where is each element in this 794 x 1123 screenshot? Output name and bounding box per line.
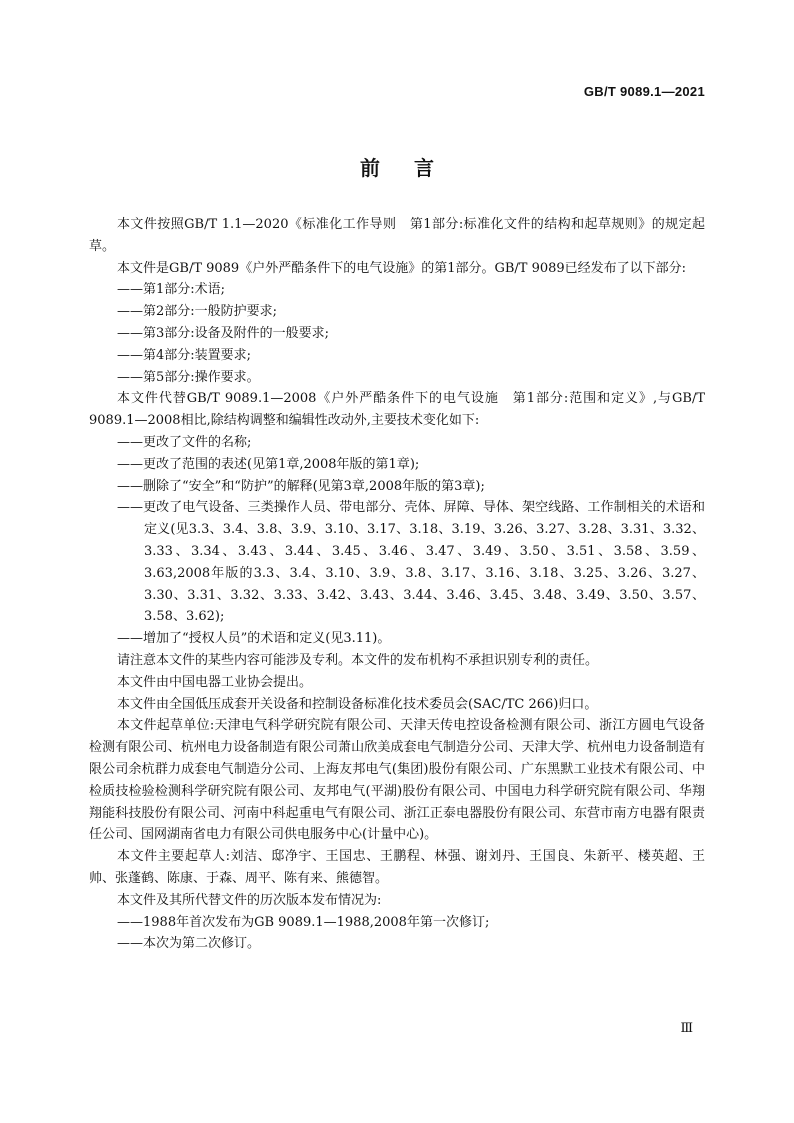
list-item-part: ——第3部分:设备及附件的一般要求;	[117, 325, 330, 341]
list-item-part: ——第2部分:一般防护要求;	[117, 304, 278, 320]
paragraph-patent-notice: 请注意本文件的某些内容可能涉及专利。本文件的发布机构不承担识别专利的责任。	[117, 652, 599, 668]
list-item-change: ——更改了范围的表述(见第1章,2008年版的第1章);	[117, 456, 420, 472]
list-item-history: ——本次为第二次修订。	[117, 936, 261, 952]
list-item-change: ——更改了电气设备、三类操作人员、带电部分、壳体、屏障、导体、架空线路、工作制相关的术语和定义(见3.3、3.4、3.8、3.9、3.10、3.17、3.18、3.19、3.26、3.27、3.28、3.31、3.32、3.33、3.34、3.43、3.44、3.45、3.46、3.47、3.49、3.50、3.51、3.58、3.59、3.63,2008年版的3.3、3.4、3.10、3.9、3.8、3.17、3.16、3.18、3.25、3.26、3.27、3.30、3.31、3.32、3.33、3.42、3.43、3.44、3.46、3.45、3.48、3.49、3.50、3.57、3.58、3.62);	[117, 500, 705, 625]
list-item-change: ——增加了“授权人员”的术语和定义(见3.11)。	[117, 631, 391, 647]
paragraph-drafting-rules: 本文件按照GB/T 1.1—2020《标准化工作导则 第1部分:标准化文件的结构和起草规则》的规定起草。	[89, 217, 705, 254]
list-item-change: ——删除了“安全”和“防护”的解释(见第3章,2008年版的第3章);	[117, 478, 485, 494]
paragraph-series-intro: 本文件是GB/T 9089《户外严酷条件下的电气设施》的第1部分。GB/T 9089已经发布了以下部分:	[117, 260, 687, 276]
paragraph-history-intro: 本文件及其所代替文件的历次版本发布情况为:	[117, 892, 382, 908]
paragraph-proposer: 本文件由中国电器工业协会提出。	[117, 674, 313, 690]
page-number: Ⅲ	[680, 1021, 693, 1036]
paragraph-committee: 本文件由全国低压成套开关设备和控制设备标准化技术委员会(SAC/TC 266)归口。	[117, 696, 598, 712]
list-item-change: ——更改了文件的名称;	[117, 434, 252, 450]
list-item-history: ——1988年首次发布为GB 9089.1—1988,2008年第一次修订;	[117, 914, 490, 930]
paragraph-drafters: 本文件主要起草人:刘洁、邸净宇、王国忠、王鹏程、林强、谢刘丹、王国良、朱新平、楼英超、王帅、张蓬鹤、陈康、于森、周平、陈有来、熊德智。	[89, 849, 705, 886]
foreword-body	[89, 214, 705, 955]
paragraph-replacement: 本文件代替GB/T 9089.1—2008《户外严酷条件下的电气设施 第1部分:范围和定义》,与GB/T 9089.1—2008相比,除结构调整和编辑性改动外,主要技术变化如下:	[89, 391, 705, 429]
list-item-part: ——第5部分:操作要求。	[117, 369, 260, 385]
paragraph-drafting-units: 本文件起草单位:天津电气科学研究院有限公司、天津天传电控设备检测有限公司、浙江方圆电气设备检测有限公司、杭州电力设备制造有限公司萧山欣美成套电气制造分公司、天津大学、杭州电力设备制造有限公司余杭群力成套电气制造分公司、上海友邦电气(集团)股份有限公司、广东黑默工业技术有限公司、中检质技检验检测科学研究院有限公司、友邦电气(平湖)股份有限公司、中国电力科学研究院有限公司、华翔翔能科技股份有限公司、河南中科起重电气有限公司、浙江正泰电器股份有限公司、东营市南方电器有限责任公司、国网湖南省电力有限公司供电服务中心(计量中心)。	[89, 718, 705, 843]
list-item-part: ——第1部分:术语;	[117, 282, 226, 298]
list-item-part: ——第4部分:装置要求;	[117, 347, 252, 363]
page-title: 前言	[360, 156, 468, 180]
standard-code: GB/T 9089.1—2021	[583, 84, 705, 99]
